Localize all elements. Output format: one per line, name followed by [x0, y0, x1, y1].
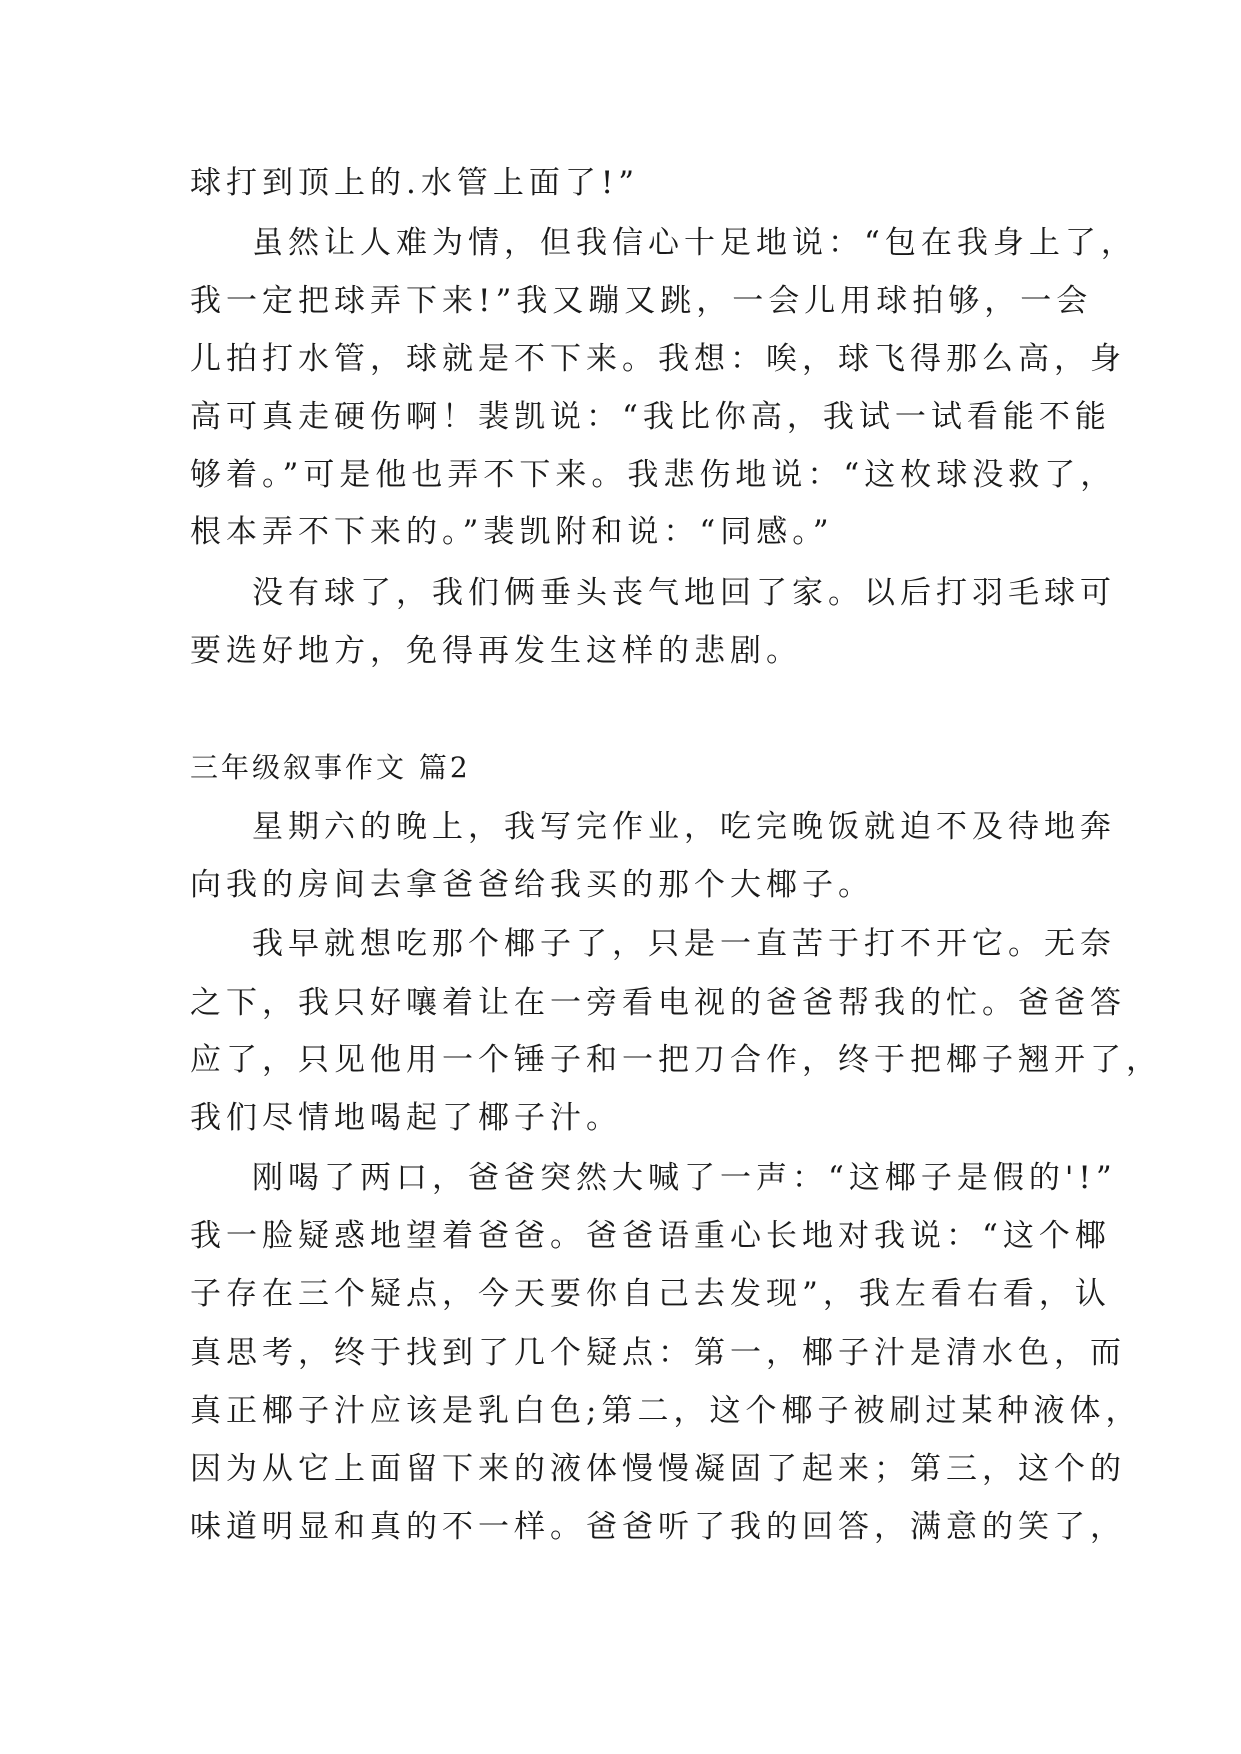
text-line: 刚喝了两口，爸爸突然大喊了一声：“这椰子是假的'!” [252, 1160, 1117, 1196]
text-line: 向我的房间去拿爸爸给我买的那个大椰子。 [190, 867, 874, 903]
text-line: 子存在三个疑点，今天要你自己去发现”，我左看右看，认 [190, 1276, 1111, 1312]
text-line: 儿拍打水管，球就是不下来。我想：唉，球飞得那么高，身 [190, 341, 1126, 377]
section-title: 三年级叙事作文 篇2 [190, 751, 471, 784]
text-line: 味道明显和真的不一样。爸爸听了我的回答，满意的笑了， [190, 1509, 1126, 1545]
text-line: 够着。”可是他也弄不下来。我悲伤地说：“这枚球没救了， [190, 457, 1117, 493]
text-line: 虽然让人难为情，但我信心十足地说：“包在我身上了， [252, 225, 1137, 261]
text-line: 应了，只见他用一个锤子和一把刀合作，终于把椰子翘开了， [190, 1042, 1162, 1078]
text-line: 我早就想吃那个椰子了，只是一直苦于打不开它。无奈 [252, 926, 1116, 962]
text-line: 要选好地方，免得再发生这样的悲剧。 [190, 633, 802, 669]
text-line: 高可真走硬伤啊！裴凯说：“我比你高，我试一试看能不能 [190, 399, 1111, 435]
text-line: 真思考，终于找到了几个疑点：第一，椰子汁是清水色，而 [190, 1335, 1126, 1371]
text-line: 我一脸疑惑地望着爸爸。爸爸语重心长地对我说：“这个椰 [190, 1218, 1111, 1254]
text-line: 我一定把球弄下来!”我又蹦又跳，一会儿用球拍够，一会 [190, 283, 1093, 319]
text-line: 星期六的晚上，我写完作业，吃完晚饭就迫不及待地奔 [252, 809, 1116, 845]
text-line: 没有球了，我们俩垂头丧气地回了家。以后打羽毛球可 [252, 575, 1116, 611]
text-line: 我们尽情地喝起了椰子汁。 [190, 1100, 622, 1136]
text-line: 因为从它上面留下来的液体慢慢凝固了起来；第三，这个的 [190, 1451, 1126, 1487]
text-line: 球打到顶上的.水管上面了!” [190, 165, 640, 201]
text-line: 根本弄不下来的。”裴凯附和说：“同感。” [190, 514, 834, 550]
text-line: 之下，我只好嚷着让在一旁看电视的爸爸帮我的忙。爸爸答 [190, 985, 1126, 1021]
text-line: 真正椰子汁应该是乳白色;第二，这个椰子被刷过某种液体， [190, 1393, 1142, 1429]
